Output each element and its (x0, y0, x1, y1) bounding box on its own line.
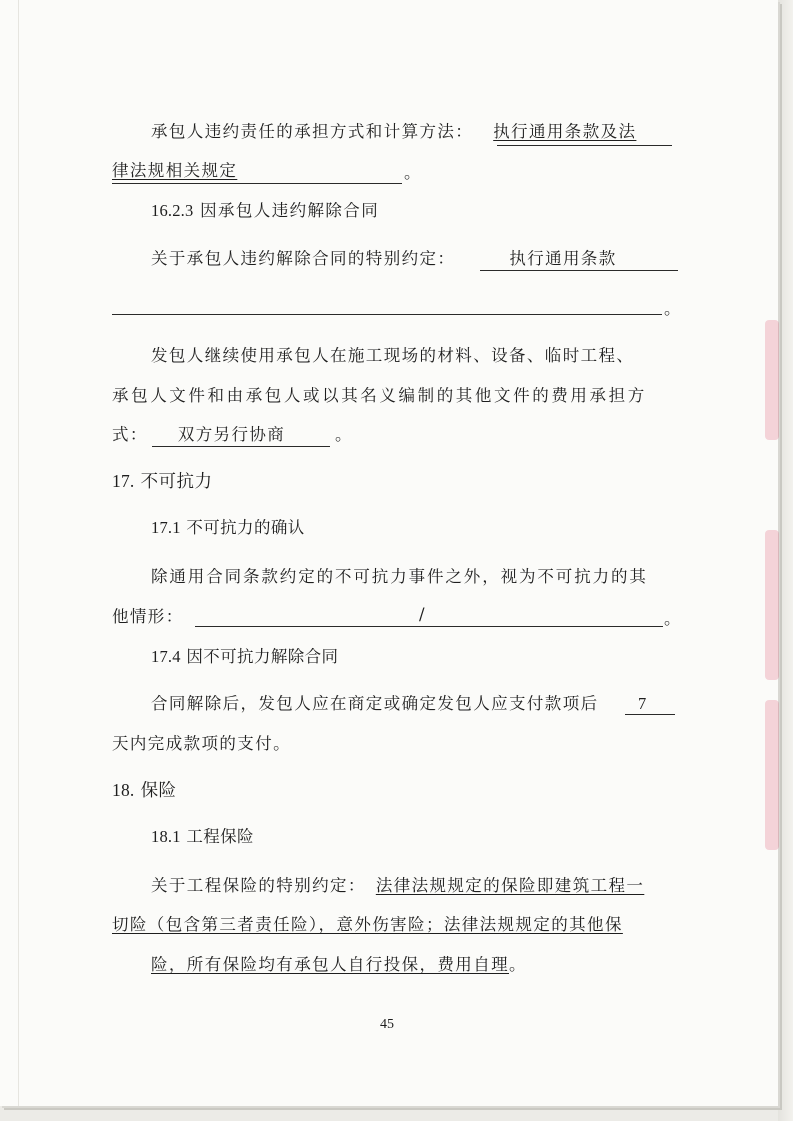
paragraph-line: 承包人文件和由承包人或以其名义编制的其他文件的费用承担方 (112, 386, 647, 405)
section-number: 16.2.3 (151, 201, 194, 220)
force-majeure-value: / (419, 605, 426, 624)
paragraph-line: 发包人继续使用承包人在施工现场的材料、设备、临时工程、 (151, 346, 635, 365)
penalty-method-value-1: 执行通用条款及法 (493, 122, 637, 141)
section-number: 18. (112, 780, 135, 800)
insurance-row-3 (151, 954, 527, 976)
seal-fragment-top (765, 320, 779, 440)
termination-value: 执行通用条款 (509, 249, 617, 268)
payment-row (151, 693, 599, 715)
force-majeure-label: 他情形： (112, 607, 184, 626)
underline (625, 714, 675, 715)
section-17-1-heading (151, 517, 305, 539)
underline (497, 145, 672, 146)
penalty-method-label: 承包人违约责任的承担方式和计算方法： (151, 122, 474, 141)
insurance-label: 关于工程保险的特别约定： (151, 876, 366, 895)
section-18-1-heading (151, 826, 254, 848)
underline (112, 314, 662, 315)
underline (112, 183, 402, 184)
cost-bearing-label: 式： (112, 425, 148, 444)
paragraph-line: 除通用合同条款约定的不可抗力事件之外，视为不可抗力的其 (151, 567, 648, 586)
underline (480, 270, 678, 271)
insurance-row (151, 875, 644, 897)
page-number: 45 (380, 1017, 394, 1032)
section-title: 因承包人违约解除合同 (200, 201, 380, 220)
cost-bearing-row (112, 424, 285, 446)
section-number: 17.4 (151, 647, 181, 666)
section-title: 保险 (140, 781, 177, 801)
payment-text: 合同解除后，发包人应在商定或确定发包人应支付款项后 (151, 694, 599, 713)
insurance-value-2: 切险（包含第三者责任险），意外伤害险；法律法规规定的其他保 (112, 915, 623, 934)
section-number: 17.1 (151, 518, 181, 537)
section-title: 不可抗力的确认 (186, 518, 305, 537)
end-mark: 。 (664, 299, 682, 318)
underline (195, 626, 663, 627)
seal-fragment-middle (765, 530, 779, 680)
section-title: 工程保险 (186, 827, 254, 846)
insurance-value-3: 险，所有保险均有承包人自行投保，费用自理 (151, 955, 509, 974)
penalty-method-value-2: 律法规相关规定 (112, 161, 238, 180)
penalty-method-row-2 (112, 160, 237, 182)
insurance-value-1: 法律法规规定的保险即建筑工程一 (375, 876, 645, 895)
payment-days-value: 7 (638, 694, 647, 713)
paragraph-line: 天内完成款项的支付。 (112, 734, 291, 753)
force-majeure-row (112, 606, 184, 628)
end-mark: 。 (335, 425, 353, 444)
insurance-row-2 (112, 914, 623, 936)
section-16-2-3-heading (151, 200, 379, 222)
seal-fragment-bottom (765, 700, 779, 850)
section-number: 17. (112, 471, 135, 491)
cost-bearing-value: 双方另行协商 (177, 425, 286, 444)
section-title: 不可抗力 (140, 472, 213, 492)
section-title: 因不可抗力解除合同 (186, 647, 339, 666)
termination-row (151, 248, 617, 270)
termination-label: 关于承包人违约解除合同的特别约定： (151, 249, 456, 268)
end-mark: 。 (664, 609, 682, 628)
section-17-heading (112, 470, 213, 493)
end-mark: 。 (404, 163, 422, 182)
page-fold-line (18, 0, 19, 1106)
section-17-4-heading (151, 646, 338, 668)
underline (152, 446, 330, 447)
section-number: 18.1 (151, 827, 181, 846)
penalty-method-row (151, 121, 636, 143)
end-mark: 。 (509, 955, 527, 974)
section-18-heading (112, 779, 177, 802)
page-edge-shadow (778, 0, 793, 1121)
